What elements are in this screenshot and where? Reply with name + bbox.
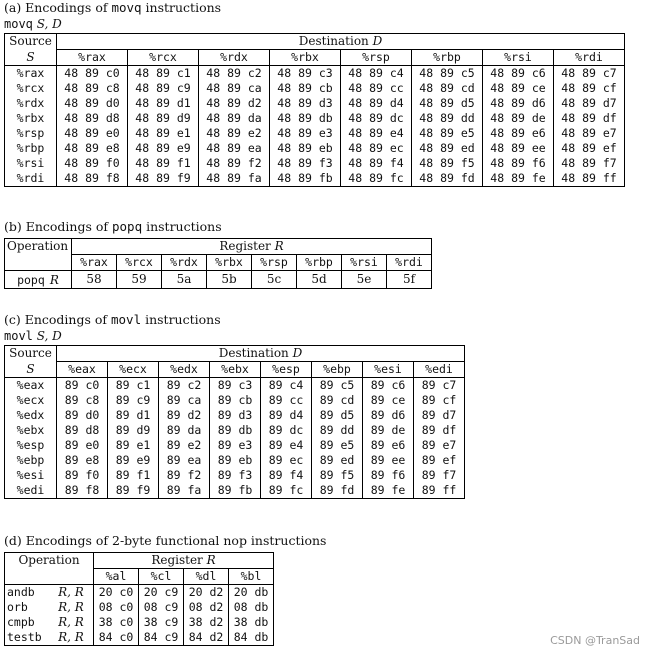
subcaption-movq-operands: S, D (36, 17, 62, 31)
encoding-cell: 48 89 fc (341, 171, 412, 187)
encoding-cell: 20 d2 (184, 585, 229, 601)
header-variable: R (274, 239, 284, 253)
column-header: %edi (414, 362, 465, 378)
encoding-cell: 20 c0 (94, 585, 139, 601)
encoding-cell: 48 89 ec (341, 141, 412, 156)
encoding-cell: 84 d2 (184, 630, 229, 646)
encoding-cell: 08 c0 (94, 600, 139, 615)
caption-nop: (d) Encodings of 2-byte functional nop instructions (4, 533, 327, 548)
encoding-cell: 89 f4 (261, 468, 312, 483)
encoding-cell: 48 89 c4 (341, 66, 412, 82)
encoding-cell: 48 89 cf (554, 81, 625, 96)
header-row (5, 346, 465, 362)
table-row (5, 271, 432, 289)
register-header (94, 553, 274, 569)
encoding-cell: 89 e9 (108, 453, 159, 468)
encoding-cell: 89 fb (210, 483, 261, 499)
row-register: %rdi (5, 171, 57, 187)
encoding-cell: 89 d8 (57, 423, 108, 438)
encoding-cell: 48 89 e3 (270, 126, 341, 141)
encoding-cell: 48 89 f5 (412, 156, 483, 171)
encoding-cell: 89 da (159, 423, 210, 438)
encoding-cell: 48 89 f1 (128, 156, 199, 171)
table-row (5, 126, 625, 141)
encoding-cell: 5c (252, 271, 297, 289)
encoding-cell: 89 d4 (261, 408, 312, 423)
encoding-cell: 48 89 f6 (483, 156, 554, 171)
table-row (5, 111, 625, 126)
encoding-cell: 48 89 ed (412, 141, 483, 156)
caption-popq-mnemonic: popq (112, 219, 143, 234)
encoding-cell: 89 d0 (57, 408, 108, 423)
operation-header: Operation (5, 553, 94, 585)
encoding-cell: 5b (207, 271, 252, 289)
encoding-cell: 84 c0 (94, 630, 139, 646)
encoding-cell: 48 89 d8 (57, 111, 128, 126)
encoding-cell: 38 c9 (139, 615, 184, 630)
encoding-cell: 48 89 da (199, 111, 270, 126)
encoding-cell: 48 89 c9 (128, 81, 199, 96)
encoding-cell: 89 f5 (312, 468, 363, 483)
header-row (5, 34, 625, 50)
encoding-cell: 08 c9 (139, 600, 184, 615)
subcaption-movl-mnemonic: movl (4, 329, 33, 343)
encoding-cell: 89 c1 (108, 378, 159, 394)
encoding-cell: 89 e7 (414, 438, 465, 453)
table-row (5, 171, 625, 187)
register-header (72, 239, 432, 255)
table-row (5, 393, 465, 408)
table-row (5, 615, 274, 630)
row-operands: R, R (49, 585, 94, 601)
encoding-cell: 89 f2 (159, 468, 210, 483)
source-variable: S (5, 50, 57, 66)
row-operation: andb (5, 585, 50, 601)
encoding-cell: 89 f6 (363, 468, 414, 483)
table-row (5, 630, 274, 646)
table-row (5, 156, 625, 171)
encoding-cell: 5a (162, 271, 207, 289)
encoding-cell: 89 d9 (108, 423, 159, 438)
encoding-cell: 89 f0 (57, 468, 108, 483)
row-operands: R, R (49, 600, 94, 615)
column-header: %rbx (207, 255, 252, 271)
encoding-cell: 89 d5 (312, 408, 363, 423)
encoding-cell: 89 c0 (57, 378, 108, 394)
row-operation (5, 271, 72, 289)
destination-header (57, 346, 465, 362)
encoding-cell: 89 de (363, 423, 414, 438)
table-row (5, 96, 625, 111)
header-label: Register (219, 239, 271, 253)
encoding-cell: 89 e4 (261, 438, 312, 453)
column-header-row (5, 50, 625, 66)
encoding-cell: 89 cc (261, 393, 312, 408)
encoding-cell: 48 89 e2 (199, 126, 270, 141)
encoding-cell: 48 89 fe (483, 171, 554, 187)
nop-encoding-table (4, 552, 274, 646)
encoding-cell: 48 89 f9 (128, 171, 199, 187)
encoding-cell: 89 c4 (261, 378, 312, 394)
encoding-cell: 89 c9 (108, 393, 159, 408)
encoding-cell: 48 89 ce (483, 81, 554, 96)
encoding-cell: 89 dc (261, 423, 312, 438)
encoding-cell: 48 89 f8 (57, 171, 128, 187)
encoding-cell: 89 e8 (57, 453, 108, 468)
encoding-cell: 89 d6 (363, 408, 414, 423)
row-register: %ebp (5, 453, 57, 468)
table-row (5, 438, 465, 453)
row-operands: R, R (49, 630, 94, 646)
encoding-cell: 89 ee (363, 453, 414, 468)
caption-movq-mnemonic: movq (111, 0, 142, 15)
column-header: %rcx (128, 50, 199, 66)
encoding-cell: 5f (387, 271, 432, 289)
encoding-cell: 48 89 f3 (270, 156, 341, 171)
encoding-cell: 89 d1 (108, 408, 159, 423)
encoding-cell: 48 89 cd (412, 81, 483, 96)
row-register: %ebx (5, 423, 57, 438)
caption-movl-suffix: instructions (141, 312, 221, 327)
encoding-cell: 48 89 e1 (128, 126, 199, 141)
encoding-cell: 89 df (414, 423, 465, 438)
encoding-cell: 89 ea (159, 453, 210, 468)
encoding-cell: 48 89 d3 (270, 96, 341, 111)
encoding-cell: 89 ca (159, 393, 210, 408)
encoding-cell: 48 89 ea (199, 141, 270, 156)
encoding-cell: 89 c7 (414, 378, 465, 394)
popq-encoding-table (4, 238, 432, 289)
encoding-cell: 89 e6 (363, 438, 414, 453)
encoding-cell: 89 f9 (108, 483, 159, 499)
encoding-cell: 48 89 f4 (341, 156, 412, 171)
encoding-cell: 48 89 d1 (128, 96, 199, 111)
encoding-cell: 89 e3 (210, 438, 261, 453)
encoding-cell: 20 db (229, 585, 274, 601)
encoding-cell: 48 89 ff (554, 171, 625, 187)
encoding-cell: 48 89 e7 (554, 126, 625, 141)
table-row (5, 600, 274, 615)
row-register: %ecx (5, 393, 57, 408)
encoding-cell: 89 ce (363, 393, 414, 408)
encoding-cell: 89 c6 (363, 378, 414, 394)
table-row (5, 585, 274, 601)
row-register: %rsi (5, 156, 57, 171)
encoding-cell: 48 89 e4 (341, 126, 412, 141)
encoding-cell: 48 89 fa (199, 171, 270, 187)
column-header: %cl (139, 569, 184, 585)
table-row (5, 423, 465, 438)
caption-popq (4, 219, 432, 234)
encoding-cell: 48 89 d6 (483, 96, 554, 111)
column-header: %rsp (341, 50, 412, 66)
column-header: %esi (363, 362, 414, 378)
encoding-cell: 48 89 e8 (57, 141, 128, 156)
column-header: %rax (72, 255, 117, 271)
encoding-cell: 89 cb (210, 393, 261, 408)
column-header: %ebx (210, 362, 261, 378)
header-row (5, 553, 274, 569)
watermark: CSDN @TranSad (550, 634, 640, 647)
row-register: %esi (5, 468, 57, 483)
caption-popq-prefix: (b) Encodings of (4, 219, 112, 234)
header-label: Register (151, 553, 203, 567)
column-header: %eax (57, 362, 108, 378)
column-header: %rbp (412, 50, 483, 66)
column-header: %rsp (252, 255, 297, 271)
column-header: %edx (159, 362, 210, 378)
section-movq (4, 0, 625, 187)
row-operation: cmpb (5, 615, 50, 630)
column-header-row (5, 362, 465, 378)
subcaption-movq (4, 17, 625, 32)
encoding-cell: 48 89 dc (341, 111, 412, 126)
encoding-cell: 48 89 ee (483, 141, 554, 156)
section-popq (4, 219, 432, 289)
encoding-cell: 48 89 db (270, 111, 341, 126)
encoding-cell: 89 c3 (210, 378, 261, 394)
encoding-cell: 84 db (229, 630, 274, 646)
column-header: %rax (57, 50, 128, 66)
caption-movl (4, 312, 465, 327)
encoding-cell: 89 f1 (108, 468, 159, 483)
caption-movl-prefix: (c) Encodings of (4, 312, 111, 327)
encoding-cell: 48 89 e9 (128, 141, 199, 156)
column-header: %ecx (108, 362, 159, 378)
operation-mnemonic: popq (17, 273, 45, 287)
encoding-cell: 89 eb (210, 453, 261, 468)
encoding-cell: 48 89 eb (270, 141, 341, 156)
encoding-cell: 48 89 df (554, 111, 625, 126)
encoding-cell: 89 c2 (159, 378, 210, 394)
encoding-cell: 89 d3 (210, 408, 261, 423)
encoding-cell: 48 89 c2 (199, 66, 270, 82)
row-register: %rsp (5, 126, 57, 141)
encoding-cell: 48 89 e6 (483, 126, 554, 141)
encoding-cell: 89 dd (312, 423, 363, 438)
encoding-cell: 48 89 f7 (554, 156, 625, 171)
encoding-cell: 89 f7 (414, 468, 465, 483)
column-header: %esp (261, 362, 312, 378)
encoding-cell: 48 89 de (483, 111, 554, 126)
source-header: Source (5, 346, 57, 362)
encoding-cell: 48 89 d9 (128, 111, 199, 126)
encoding-cell: 5e (342, 271, 387, 289)
encoding-cell: 48 89 fd (412, 171, 483, 187)
header-variable: D (372, 34, 383, 48)
encoding-cell: 89 e5 (312, 438, 363, 453)
column-header: %rdi (387, 255, 432, 271)
encoding-cell: 58 (72, 271, 117, 289)
encoding-cell: 89 f8 (57, 483, 108, 499)
caption-movl-mnemonic: movl (111, 312, 142, 327)
encoding-cell: 89 ed (312, 453, 363, 468)
row-register: %rcx (5, 81, 57, 96)
encoding-cell: 48 89 d2 (199, 96, 270, 111)
section-movl (4, 312, 465, 499)
encoding-cell: 89 db (210, 423, 261, 438)
encoding-cell: 89 e0 (57, 438, 108, 453)
column-header: %al (94, 569, 139, 585)
table-row (5, 378, 465, 394)
encoding-cell: 48 89 d0 (57, 96, 128, 111)
encoding-cell: 48 89 f2 (199, 156, 270, 171)
row-register: %edi (5, 483, 57, 499)
column-header: %rbx (270, 50, 341, 66)
column-header: %bl (229, 569, 274, 585)
encoding-cell: 48 89 ef (554, 141, 625, 156)
column-header: %rdx (162, 255, 207, 271)
encoding-cell: 48 89 d7 (554, 96, 625, 111)
table-row (5, 66, 625, 82)
table-row (5, 483, 465, 499)
encoding-cell: 89 ef (414, 453, 465, 468)
encoding-cell: 48 89 d5 (412, 96, 483, 111)
header-label: Destination (218, 346, 289, 360)
encoding-cell: 84 c9 (139, 630, 184, 646)
encoding-cell: 89 d2 (159, 408, 210, 423)
encoding-cell: 89 e1 (108, 438, 159, 453)
encoding-cell: 89 ec (261, 453, 312, 468)
caption-movq-prefix: (a) Encodings of (4, 0, 112, 15)
row-operation: orb (5, 600, 50, 615)
header-variable: D (292, 346, 303, 360)
column-header: %rsi (342, 255, 387, 271)
row-register: %esp (5, 438, 57, 453)
encoding-cell: 38 c0 (94, 615, 139, 630)
encoding-cell: 89 ff (414, 483, 465, 499)
row-operands: R, R (49, 615, 94, 630)
encoding-cell: 48 89 cb (270, 81, 341, 96)
encoding-cell: 48 89 fb (270, 171, 341, 187)
movq-encoding-table (4, 33, 625, 187)
column-header: %rdx (199, 50, 270, 66)
operation-operand: R (49, 273, 59, 287)
caption-movq (4, 0, 625, 15)
encoding-cell: 48 89 e0 (57, 126, 128, 141)
row-operation: testb (5, 630, 50, 646)
table-row (5, 468, 465, 483)
header-row (5, 239, 432, 255)
encoding-cell: 89 d7 (414, 408, 465, 423)
encoding-cell: 59 (117, 271, 162, 289)
column-header: %dl (184, 569, 229, 585)
subcaption-movq-mnemonic: movq (4, 17, 33, 31)
header-variable: R (206, 553, 216, 567)
destination-header (57, 34, 625, 50)
encoding-cell: 48 89 dd (412, 111, 483, 126)
encoding-cell: 48 89 ca (199, 81, 270, 96)
encoding-cell: 48 89 c3 (270, 66, 341, 82)
column-header: %rbp (297, 255, 342, 271)
encoding-cell: 48 89 c6 (483, 66, 554, 82)
encoding-cell: 89 fc (261, 483, 312, 499)
encoding-cell: 89 c8 (57, 393, 108, 408)
encoding-cell: 5d (297, 271, 342, 289)
encoding-cell: 08 d2 (184, 600, 229, 615)
encoding-cell: 89 e2 (159, 438, 210, 453)
caption-movq-suffix: instructions (141, 0, 222, 15)
subcaption-movl (4, 329, 465, 344)
operation-header: Operation (5, 239, 72, 271)
header-label: Destination (298, 34, 369, 48)
row-register: %rbp (5, 141, 57, 156)
encoding-cell: 38 db (229, 615, 274, 630)
encoding-cell: 20 c9 (139, 585, 184, 601)
encoding-cell: 89 fa (159, 483, 210, 499)
caption-popq-suffix: instructions (142, 219, 222, 234)
encoding-cell: 38 d2 (184, 615, 229, 630)
row-register: %eax (5, 378, 57, 394)
column-header: %rcx (117, 255, 162, 271)
encoding-cell: 89 cf (414, 393, 465, 408)
encoding-cell: 89 cd (312, 393, 363, 408)
encoding-cell: 48 89 e5 (412, 126, 483, 141)
column-header: %ebp (312, 362, 363, 378)
row-register: %edx (5, 408, 57, 423)
table-row (5, 453, 465, 468)
encoding-cell: 89 fd (312, 483, 363, 499)
row-register: %rbx (5, 111, 57, 126)
encoding-cell: 48 89 c8 (57, 81, 128, 96)
encoding-cell: 48 89 c7 (554, 66, 625, 82)
column-header: %rsi (483, 50, 554, 66)
encoding-cell: 89 f3 (210, 468, 261, 483)
encoding-cell: 48 89 cc (341, 81, 412, 96)
column-header: %rdi (554, 50, 625, 66)
encoding-cell: 48 89 c0 (57, 66, 128, 82)
encoding-cell: 48 89 f0 (57, 156, 128, 171)
source-header: Source (5, 34, 57, 50)
encoding-cell: 48 89 c1 (128, 66, 199, 82)
table-row (5, 408, 465, 423)
row-register: %rdx (5, 96, 57, 111)
encoding-cell: 48 89 c5 (412, 66, 483, 82)
encoding-cell: 89 c5 (312, 378, 363, 394)
subcaption-movl-operands: S, D (36, 329, 62, 343)
table-row (5, 141, 625, 156)
table-row (5, 81, 625, 96)
section-nop (4, 533, 326, 646)
row-register: %rax (5, 66, 57, 82)
encoding-cell: 08 db (229, 600, 274, 615)
movl-encoding-table (4, 345, 465, 499)
encoding-cell: 89 fe (363, 483, 414, 499)
source-variable: S (5, 362, 57, 378)
encoding-cell: 48 89 d4 (341, 96, 412, 111)
